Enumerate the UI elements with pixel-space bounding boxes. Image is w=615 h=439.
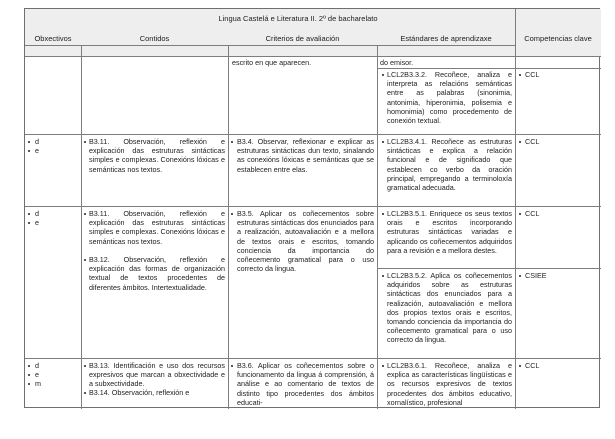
grid-line bbox=[377, 268, 601, 269]
criterio-text: escrito en que aparecen. bbox=[232, 58, 312, 67]
bullet-icon bbox=[28, 150, 30, 152]
bullet-icon bbox=[519, 74, 521, 76]
estandar-text: LCL2B3.3.2. Recoñece, analiza e interpreta as relacións semánticas entre as palabras (sinonimia, antonimia, hiperonimia, polisemia e homonimia) como procedemento de conexión textual. bbox=[387, 70, 512, 126]
bullet-icon bbox=[382, 213, 384, 215]
competencia-text: CCL bbox=[525, 361, 540, 370]
grid-line bbox=[228, 45, 229, 409]
table-title: Lingua Castelá e Literatura II. 2º de bacharelato bbox=[218, 14, 378, 23]
obxectivo-text: d bbox=[35, 361, 39, 370]
bullet-icon bbox=[28, 213, 30, 215]
obxectivo-text: d bbox=[35, 137, 39, 146]
column-header-estandares: Estándares de aprendizaxe bbox=[400, 34, 492, 43]
column-header-contidos: Contidos bbox=[139, 34, 170, 43]
grid-line bbox=[25, 45, 515, 46]
criterio-text: B3.6. Aplicar os coñecementos sobre o funcionamento da lingua á comprensión, á análise e ao comentario de textos de distinto tipo procedentes dos ámbitos educati- bbox=[237, 361, 374, 407]
criterio-text: B3.5. Aplicar os coñecementos sobre estruturas sintácticas dos enunciados para a realización, autoavaliación e a mellora de textos orais e escritos, tomando conciencia da importancia do coñecemento gramatical para o uso correcto da lingua. bbox=[237, 209, 374, 274]
bullet-icon bbox=[382, 74, 384, 76]
estandar-text: LCL2B3.6.1. Recoñece, analiza e explica as características lingüísticas e os recursos expresivos de textos procedentes dos ámbitos educativo, xornalístico, profesional bbox=[387, 361, 512, 407]
estandar-text: LCL2B3.4.1. Recoñece as estruturas sintácticas e explica a relación funcional e de significado que establecen co verbo da oración principal, empregando a terminoloxía gramatical adecuada. bbox=[387, 137, 512, 193]
obxectivo-text: e bbox=[35, 218, 39, 227]
competencia-text: CCL bbox=[525, 137, 540, 146]
bullet-icon bbox=[382, 275, 384, 277]
bullet-icon bbox=[519, 365, 521, 367]
criterio-text: B3.4. Observar, reflexionar e explicar as estruturas sintácticas dun texto, sinalando as conexións lóxicas e semánticas que se establecen entre elas. bbox=[237, 137, 374, 174]
bullet-icon bbox=[231, 213, 233, 215]
competencia-text: CCL bbox=[525, 70, 540, 79]
contido-text: B3.14. Observación, reflexión e bbox=[89, 388, 190, 397]
obxectivo-text: e bbox=[35, 370, 39, 379]
bullet-icon bbox=[519, 141, 521, 143]
bullet-icon bbox=[382, 141, 384, 143]
column-header-obxectivos: Obxectivos bbox=[34, 34, 72, 43]
grid-line bbox=[515, 9, 516, 409]
column-header-competencias: Competencias clave bbox=[524, 34, 592, 43]
estandar-text: do emisor. bbox=[380, 58, 414, 67]
bullet-icon bbox=[84, 392, 86, 394]
estandar-text: LCL2B3.5.1. Enriquece os seus textos orais e escritos incorporando estruturas sintácticas variadas e aplicando os coñecementos adquiridos para a revisión e a mellora destes. bbox=[387, 209, 512, 255]
bullet-icon bbox=[28, 365, 30, 367]
obxectivo-text: m bbox=[35, 379, 41, 388]
competencia-text: CSIEE bbox=[525, 271, 547, 280]
bullet-icon bbox=[28, 374, 30, 376]
obxectivo-text: d bbox=[35, 209, 39, 218]
bullet-icon bbox=[519, 275, 521, 277]
contido-text: B3.11. Observación, reflexión e explicación das estruturas sintácticas simples e complexas. Conexións lóxicas e semánticas nos textos. bbox=[89, 137, 225, 174]
bullet-icon bbox=[231, 365, 233, 367]
bullet-icon bbox=[519, 213, 521, 215]
contido-text: B3.13. Identificación e uso dos recursos expresivos que marcan a obxectividade e a subxectividade. bbox=[89, 361, 225, 389]
bullet-icon bbox=[28, 141, 30, 143]
curriculum-table bbox=[24, 8, 600, 408]
bullet-icon bbox=[84, 213, 86, 215]
grid-line bbox=[377, 45, 378, 409]
bullet-icon bbox=[84, 141, 86, 143]
grid-line bbox=[377, 68, 601, 69]
bullet-icon bbox=[28, 222, 30, 224]
column-header-criterios: Criterios de avaliación bbox=[265, 34, 340, 43]
bullet-icon bbox=[84, 259, 86, 261]
competencia-text: CCL bbox=[525, 209, 540, 218]
grid-line bbox=[81, 45, 82, 409]
bullet-icon bbox=[84, 365, 86, 367]
bullet-icon bbox=[231, 141, 233, 143]
contido-text: B3.12. Observación, reflexión e explicación das formas de organización textual de textos procedentes de diferentes ámbitos. Intertextualidade. bbox=[89, 255, 225, 292]
bullet-icon bbox=[382, 365, 384, 367]
estandar-text: LCL2B3.5.2. Aplica os coñecementos adquiridos sobre as estruturas sintácticas dos enunciados para a realización, autoavaliación e mellora dos propios textos orais e escritos, tomando conciencia da importancia do coñecemento gramatical para o uso correcto da lingua. bbox=[387, 271, 512, 345]
obxectivo-text: e bbox=[35, 146, 39, 155]
bullet-icon bbox=[28, 383, 30, 385]
contido-text: B3.11. Observación, reflexión e explicación das estruturas sintácticas simples e complexas. Conexións lóxicas e semánticas nos textos. bbox=[89, 209, 225, 246]
